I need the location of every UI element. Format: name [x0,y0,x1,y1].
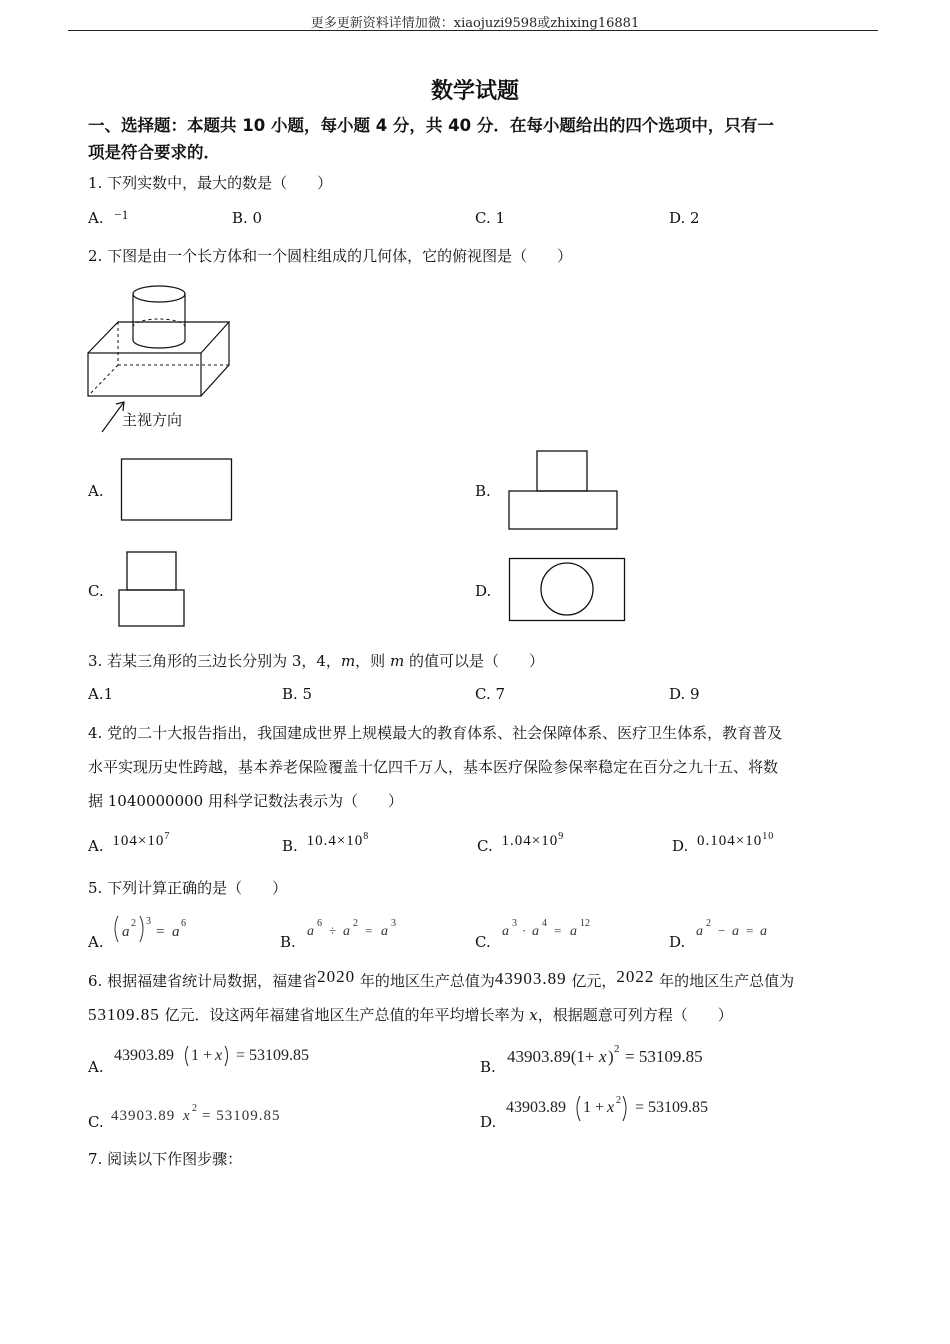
q6-option-a-label: A. [88,1058,104,1076]
svg-text:÷: ÷ [329,923,337,938]
svg-text:=: = [746,923,754,938]
q3-stem-part2: ，则 [355,652,390,670]
q4-stem-line3: 据 1040000000 用科学记数法表示为（ ） [88,792,403,810]
q3-stem-part1: 3. 若某三角形的三边长分别为 3，4， [88,652,341,670]
q4-stem-line2: 水平实现历史性跨越，基本养老保险覆盖十亿四千万人，基本医疗保险参保率稳定在百分之九十五、将数 [88,758,779,776]
q5-stem: 5. 下列计算正确的是（ ） [88,879,288,897]
q4-option-d-base: 0.104×10 [697,833,763,849]
q6-year-2022: 2022 [616,967,655,986]
svg-text:x: x [599,1047,607,1066]
q3-stem-part3: 的值可以是（ ） [404,652,544,670]
q7-stem: 7. 阅读以下作图步骤： [88,1150,243,1168]
q4-option-a-base: 104×10 [112,833,165,849]
q3-stem [88,650,544,671]
svg-text:6: 6 [317,918,322,929]
q1-option-a [88,209,128,227]
q4-option-c [477,831,565,856]
q6-value-2022: 53109.85 [88,1005,160,1024]
q6-option-d-label: D. [480,1113,497,1131]
q5-option-d-expr [694,914,784,944]
q6-option-d-expr [504,1092,734,1126]
svg-text:a: a [696,924,703,939]
svg-text:=: = [554,923,562,938]
svg-text:4: 4 [542,918,547,929]
svg-text:a: a [381,924,388,939]
q5-option-a-label: A. [88,933,104,951]
svg-text:=: = [156,924,165,940]
q4-option-d-label: D. [672,837,689,855]
page-header-note: 更多更新资料详情加微：xiaojuzi9598或zhixing16881 [310,16,640,31]
q6-option-c-expr [110,1100,300,1126]
svg-text:2: 2 [131,918,136,929]
q3-option-d: D. 9 [669,685,700,703]
q5-option-c-expr [500,914,600,944]
q3-option-a: A.1 [88,685,114,703]
svg-text:3: 3 [391,918,396,929]
svg-text:a: a [760,924,767,939]
q4-option-b-expr [307,833,370,849]
q5-option-b-label: B. [280,933,296,951]
svg-text:2: 2 [192,1103,197,1114]
svg-text:=: = [365,923,373,938]
q4-stem-line1: 4. 党的二十大报告指出，我国建成世界上规模最大的教育体系、社会保障体系、医疗卫生体系，教育普及 [88,724,783,742]
q3-variable-m: m [340,652,356,670]
q6-stem-part4: 年的地区生产总值为 [654,972,795,990]
q6-stem-part3: 亿元， [566,972,617,990]
svg-text:6: 6 [181,918,186,929]
q5-option-c-label: C. [475,933,491,951]
q2-option-c-figure [117,550,187,630]
q4-option-b-exp: 8 [363,831,370,842]
svg-text:a: a [307,924,314,939]
q6-stem-line2 [88,1004,733,1025]
svg-text:a: a [172,924,180,940]
q1-stem: 1. 下列实数中，最大的数是（ ） [88,174,333,192]
q4-option-a-exp: 7 [164,831,171,842]
svg-text:43903.89(1+: 43903.89(1+ [507,1047,595,1066]
q2-view-direction-label: 主视方向 [122,411,183,429]
svg-text:= 53109.85: = 53109.85 [635,1099,709,1116]
q6-option-c-label: C. [88,1113,104,1131]
svg-text:= 53109.85: = 53109.85 [202,1108,281,1124]
section-heading-line1: 一、选择题：本题共 10 小题，每小题 4 分，共 40 分．在每小题给出的四个选项中，只有一 [88,116,774,135]
q4-option-a-label: A. [88,837,104,855]
svg-text:3: 3 [512,918,517,929]
q4-option-a-expr [112,833,170,849]
svg-text:a: a [122,924,130,940]
q4-option-a [88,831,171,856]
q2-option-c-label: C. [88,582,104,600]
q1-option-a-value: −1 [114,207,129,222]
q2-option-a-label: A. [88,482,104,500]
svg-text:2: 2 [706,918,711,929]
section-heading-line2: 项是符合要求的． [88,143,220,162]
q2-option-d-label: D. [475,582,492,600]
q2-option-d-figure [508,557,626,623]
q6-option-a-expr [112,1040,342,1070]
q5-option-a-expr [110,912,210,948]
q3-option-c: C. 7 [475,685,506,703]
page-title: 数学试题 [430,79,519,104]
q4-option-b [282,831,370,856]
q4-option-b-base: 10.4×10 [306,833,364,849]
svg-text:a: a [343,924,350,939]
svg-text:43903.89: 43903.89 [111,1108,176,1124]
q2-stem: 2. 下图是由一个长方体和一个圆柱组成的几何体，它的俯视图是（ ） [88,247,573,265]
q6-option-b-expr [505,1040,735,1070]
q6-option-b-label: B. [480,1058,496,1076]
svg-text:2: 2 [353,918,358,929]
q6-stem-part2: 年的地区生产总值为 [355,972,495,990]
q2-option-b-figure [507,450,619,532]
svg-text:a: a [502,924,509,939]
q4-option-d [672,831,775,856]
q1-option-d: D. 2 [669,209,700,227]
svg-text:): ) [608,1047,614,1066]
svg-text:x: x [183,1108,190,1124]
q1-option-c: C. 1 [475,209,506,227]
q4-option-c-expr [502,833,565,849]
q2-option-a-figure [120,458,234,522]
q2-option-b-label: B. [475,482,491,500]
svg-text:= 53109.85: = 53109.85 [625,1047,703,1066]
q6-variable-x: x [529,1006,538,1024]
svg-text:a: a [570,924,577,939]
svg-text:a: a [532,924,539,939]
svg-text:2: 2 [616,1095,621,1106]
svg-text:3: 3 [146,916,151,927]
svg-text:43903.89: 43903.89 [114,1047,174,1064]
q1-option-b: B. 0 [232,209,263,227]
header-divider [68,30,878,31]
svg-text:2: 2 [614,1043,620,1055]
svg-text:43903.89: 43903.89 [506,1099,566,1116]
q4-option-d-expr [697,833,774,849]
q4-option-c-label: C. [477,837,493,855]
q3-option-b: B. 5 [282,685,313,703]
q1-option-a-label: A. [88,209,104,227]
q6-stem-part5: 亿元．设这两年福建省地区生产总值的年平均增长率为 [159,1006,530,1024]
q4-option-c-exp: 9 [558,831,565,842]
q6-stem-part6: ，根据题意可列方程（ ） [537,1006,733,1024]
svg-text:·: · [522,923,527,938]
svg-text:a: a [732,924,739,939]
q6-value-2020: 43903.89 [494,969,567,988]
q4-option-c-base: 1.04×10 [501,833,559,849]
svg-text:−: − [718,923,726,938]
q6-stem-part1: 6. 根据福建省统计局数据，福建省 [88,972,318,990]
svg-text:1 +: 1 + [191,1047,213,1064]
svg-text:x: x [215,1047,223,1064]
svg-text:12: 12 [580,918,590,929]
svg-text:= 53109.85: = 53109.85 [236,1047,310,1064]
q5-option-d-label: D. [669,933,686,951]
q6-stem-line1 [88,967,795,991]
svg-text:x: x [607,1099,615,1116]
q4-option-b-label: B. [282,837,298,855]
svg-text:1 +: 1 + [583,1099,605,1116]
q5-option-b-expr [305,914,405,944]
q4-option-d-exp: 10 [762,831,775,842]
q3-variable-m-2: m [389,652,405,670]
q6-year-2020: 2020 [317,967,356,986]
